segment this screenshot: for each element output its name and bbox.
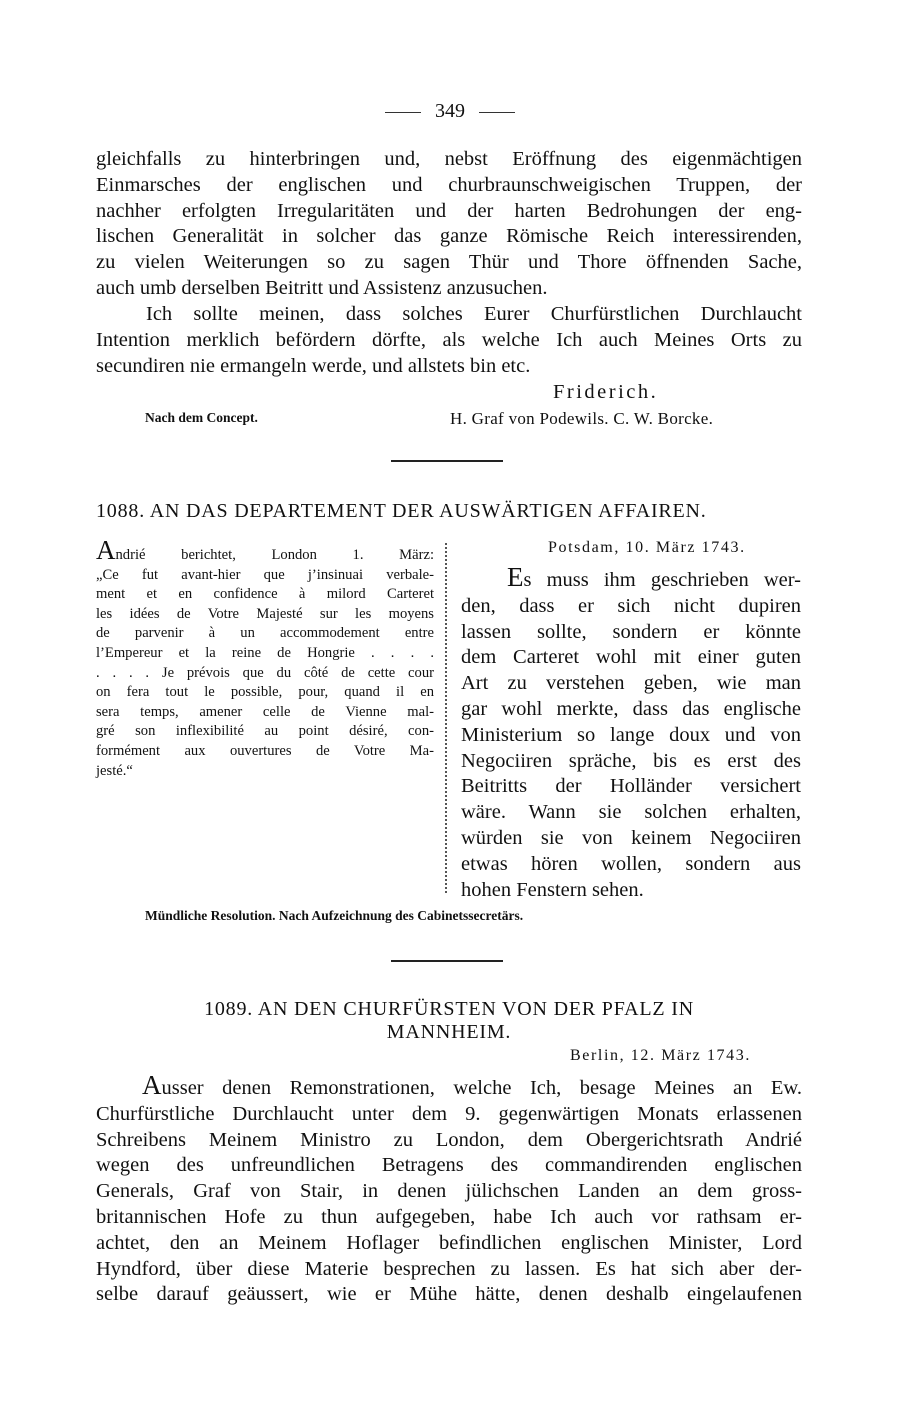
- text-line: Ministerium so lange doux und von: [461, 723, 801, 746]
- text-line: etwas hören wollen, sondern aus: [461, 852, 801, 875]
- text-fragment: ndrié berichtet, London 1. März:: [115, 547, 434, 563]
- text-line: l’Empereur et la reine de Hongrie . . . .: [96, 644, 434, 661]
- drop-cap: A: [96, 535, 116, 565]
- text-line: gar wohl merkte, dass das englische: [461, 697, 801, 720]
- text-line: Negociiren spräche, bis es erst des: [461, 749, 801, 772]
- text-line: Hyndford, über diese Materie besprechen zu lassen. Es hat sich aber der-: [96, 1257, 802, 1280]
- drop-cap: A: [142, 1070, 162, 1100]
- text-line: wegen des unfreundlichen Betragens des commandirenden englischen: [96, 1154, 802, 1177]
- text-line: wäre. Wann sie solchen erhalten,: [461, 801, 801, 824]
- prev-letter-paragraph-1: [96, 147, 802, 302]
- drop-cap: E: [507, 562, 524, 592]
- dateline: Potsdam, 10. März 1743.: [548, 539, 746, 556]
- text-line: gleichfalls zu hinterbringen und, nebst Eröffnung des eigenmächtigen: [96, 148, 802, 170]
- text-line: formément aux ouvertures de Votre Ma-: [96, 742, 434, 759]
- text-line: achtet, den an Meinem Hoflager befindlichen englischen Minister, Lord: [96, 1231, 802, 1254]
- page-number: 349: [435, 100, 465, 122]
- source-note: Nach dem Concept.: [145, 410, 258, 425]
- header-dash-left: [385, 112, 421, 113]
- text-line: Ich sollte meinen, dass solches Eurer Churfürstlichen Durchlaucht: [146, 303, 802, 325]
- text-line: zu vielen Weiterungen so zu sagen Thür und Thore öffnenden Sache,: [96, 251, 802, 274]
- text-line: lassen sollte, sondern er könnte: [461, 620, 801, 643]
- letter-heading: [96, 998, 802, 1044]
- prev-letter-paragraph-2: [96, 302, 802, 379]
- resolution-column: [461, 562, 801, 903]
- section-divider: [391, 460, 503, 462]
- text-line: Intention merklich befördern dörfte, als welche Ich auch Meines Orts zu: [96, 328, 802, 351]
- text-line: les idées de Votre Majesté sur les moyens: [96, 605, 434, 622]
- text-line: gré son inflexibilité au point désiré, con-: [96, 723, 434, 740]
- text-line: Generals, Graf von Stair, in denen jülichschen Landen an dem gross-: [96, 1180, 802, 1203]
- text-line: Schreibens Meinem Ministro zu London, dem Obergerichtsrath Andrié: [96, 1128, 802, 1151]
- signature: Friderich.: [553, 381, 659, 403]
- text-line: ment et en confidence à milord Carteret: [96, 586, 434, 603]
- text-line: [96, 535, 434, 566]
- page-number-header: [0, 100, 900, 123]
- section-divider: [391, 960, 503, 962]
- source-note: Mündliche Resolution. Nach Aufzeichnung des Cabinetssecretärs.: [145, 908, 524, 923]
- text-line: secundiren nie ermangeln werde, und allstets bin etc.: [96, 354, 531, 377]
- text-line: [96, 1070, 802, 1102]
- text-line: nachher erfolgten Irregularitäten und der harten Bedrohungen der eng-: [96, 199, 802, 222]
- header-dash-right: [479, 112, 515, 113]
- column-divider: [445, 543, 447, 893]
- letter-1089-body: [96, 1070, 802, 1308]
- text-line: Einmarsches der englischen und churbraunschweigischen Truppen, der: [96, 173, 802, 196]
- text-line: selbe darauf geäussert, wie er Mühe hätte, denen deshalb eingelaufenen: [96, 1283, 802, 1306]
- text-line: de parvenir à un accommodement entre: [96, 625, 434, 642]
- text-line: Beitritts der Holländer versichert: [461, 775, 801, 798]
- text-line: dem Carteret wohl mit einer guten: [461, 646, 801, 669]
- text-fragment: usser denen Remonstrationen, welche Ich, besage Meines an Ew.: [161, 1077, 802, 1099]
- text-line: Art zu verstehen geben, wie man: [461, 672, 801, 695]
- text-line: . . . . Je prévois que du côté de cette cour: [96, 664, 434, 681]
- dateline: Berlin, 12. März 1743.: [570, 1047, 751, 1064]
- heading-line: MANNHEIM.: [386, 1021, 512, 1043]
- report-summary-column: [96, 535, 434, 781]
- text-line: sera temps, amener celle de Vienne mal-: [96, 703, 434, 720]
- text-line: hohen Fenstern sehen.: [461, 878, 644, 901]
- text-line: lischen Generalität in solcher das ganze Römische Reich interessirenden,: [96, 225, 802, 248]
- text-line: würden sie von keinem Negociiren: [461, 826, 801, 849]
- text-line: Churfürstliche Durchlaucht unter dem 9. gegenwärtigen Monats erlassenen: [96, 1102, 802, 1125]
- text-line: britannischen Hofe zu thun aufgegeben, habe Ich auch vor rathsam er-: [96, 1205, 802, 1228]
- countersignature: H. Graf von Podewils. C. W. Borcke.: [450, 409, 714, 428]
- letter-heading: 1088. AN DAS DEPARTEMENT DER AUSWÄRTIGEN AFFAIREN.: [96, 500, 707, 522]
- text-fragment: s muss ihm geschrieben wer-: [523, 569, 801, 591]
- text-line: auch umb derselben Beitritt und Assistenz anzusuchen.: [96, 276, 548, 299]
- text-line: [461, 562, 801, 594]
- text-line: jesté.“: [96, 762, 133, 779]
- text-line: den, dass er sich nicht dupiren: [461, 594, 801, 617]
- text-line: on fera tout le possible, pour, quand il en: [96, 684, 434, 701]
- text-line: „Ce fut avant-hier que j’insinuai verbale-: [96, 566, 434, 583]
- heading-line: 1089. AN DEN CHURFÜRSTEN VON DER PFALZ IN: [204, 998, 694, 1020]
